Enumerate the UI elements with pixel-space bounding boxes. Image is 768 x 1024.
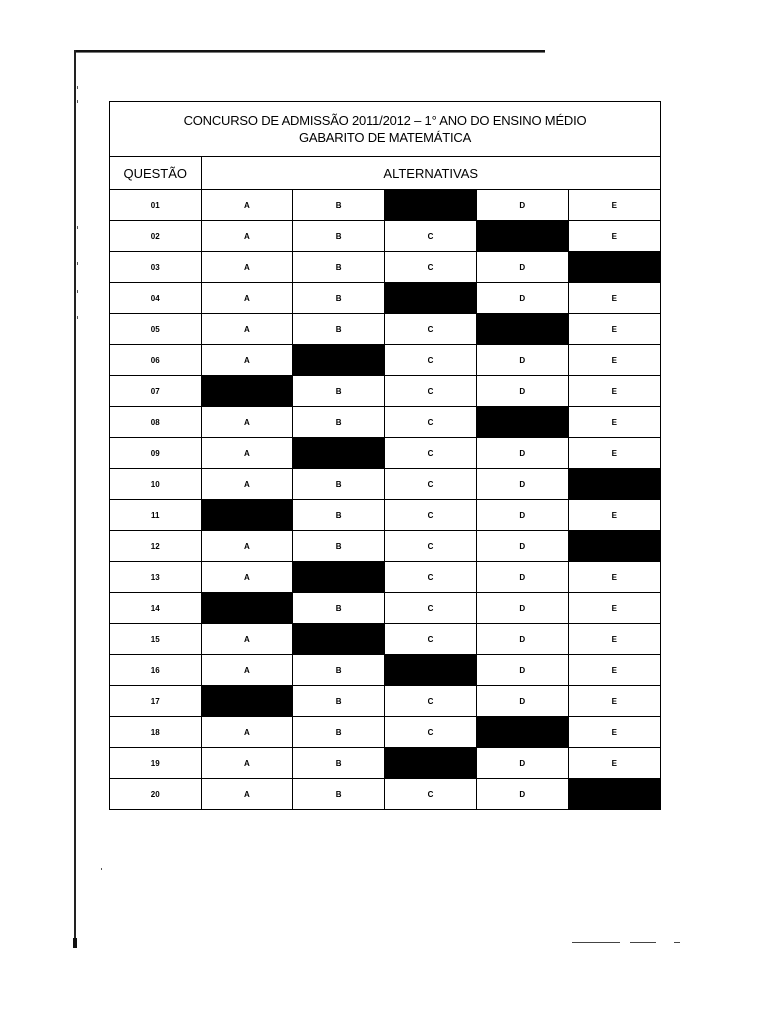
option-cell: D — [476, 438, 568, 469]
option-cell: B — [293, 314, 385, 345]
option-cell: D — [476, 562, 568, 593]
option-cell: D — [476, 655, 568, 686]
table-row — [110, 531, 660, 562]
scan-dash — [630, 942, 656, 943]
marked-answer-cell — [293, 345, 385, 376]
option-cell: A — [201, 531, 293, 562]
option-cell: C — [385, 686, 477, 717]
option-cell: E — [568, 593, 660, 624]
option-cell: A — [201, 190, 293, 221]
option-cell: E — [568, 283, 660, 314]
scan-speck — [77, 262, 78, 265]
option-cell: B — [293, 469, 385, 500]
question-number: 01 — [110, 190, 201, 221]
option-cell: A — [201, 221, 293, 252]
option-cell: B — [293, 531, 385, 562]
option-cell: C — [385, 779, 477, 810]
table-row — [110, 624, 660, 655]
question-number: 15 — [110, 624, 201, 655]
option-cell: C — [385, 717, 477, 748]
option-cell: E — [568, 655, 660, 686]
answer-table — [110, 157, 660, 809]
answer-key-header — [110, 102, 660, 157]
marked-answer-cell — [568, 252, 660, 283]
scan-edge-left-tick — [73, 938, 77, 948]
exam-title: CONCURSO DE ADMISSÃO 2011/2012 – 1° ANO DO ENSINO MÉDIO — [183, 113, 587, 128]
option-cell: D — [476, 531, 568, 562]
option-cell: D — [476, 252, 568, 283]
option-cell: A — [201, 655, 293, 686]
option-cell: E — [568, 748, 660, 779]
option-cell: A — [201, 438, 293, 469]
option-cell: B — [293, 593, 385, 624]
option-cell: D — [476, 500, 568, 531]
marked-answer-cell — [476, 407, 568, 438]
answer-table-header-row — [110, 157, 660, 190]
option-cell: D — [476, 748, 568, 779]
table-row — [110, 221, 660, 252]
answer-key-subtitle: GABARITO DE MATEMÁTICA — [298, 130, 472, 145]
option-cell: C — [385, 376, 477, 407]
option-cell: D — [476, 686, 568, 717]
option-cell: B — [293, 376, 385, 407]
option-cell: B — [293, 717, 385, 748]
option-cell: A — [201, 283, 293, 314]
scan-edge-top-shadow — [75, 52, 545, 53]
option-cell: E — [568, 345, 660, 376]
table-row — [110, 283, 660, 314]
option-cell: A — [201, 469, 293, 500]
option-cell: D — [476, 469, 568, 500]
marked-answer-cell — [385, 655, 477, 686]
option-cell: E — [568, 717, 660, 748]
option-cell: A — [201, 314, 293, 345]
option-cell: B — [293, 655, 385, 686]
table-row — [110, 407, 660, 438]
option-cell: B — [293, 252, 385, 283]
table-row — [110, 469, 660, 500]
option-cell: A — [201, 252, 293, 283]
option-cell: A — [201, 748, 293, 779]
option-cell: B — [293, 190, 385, 221]
option-cell: E — [568, 562, 660, 593]
marked-answer-cell — [385, 190, 477, 221]
option-cell: C — [385, 624, 477, 655]
table-row — [110, 376, 660, 407]
question-number: 07 — [110, 376, 201, 407]
option-cell: B — [293, 500, 385, 531]
option-cell: D — [476, 345, 568, 376]
option-cell: B — [293, 283, 385, 314]
option-cell: C — [385, 593, 477, 624]
option-cell: C — [385, 469, 477, 500]
option-cell: D — [476, 779, 568, 810]
marked-answer-cell — [201, 686, 293, 717]
table-row — [110, 655, 660, 686]
table-row — [110, 593, 660, 624]
question-number: 19 — [110, 748, 201, 779]
scan-speck — [77, 86, 78, 89]
marked-answer-cell — [293, 562, 385, 593]
table-row — [110, 252, 660, 283]
option-cell: B — [293, 748, 385, 779]
table-row — [110, 686, 660, 717]
option-cell: E — [568, 624, 660, 655]
question-number: 09 — [110, 438, 201, 469]
option-cell: E — [568, 407, 660, 438]
option-cell: A — [201, 624, 293, 655]
table-row — [110, 748, 660, 779]
answer-key-sheet — [109, 101, 661, 810]
option-cell: D — [476, 283, 568, 314]
table-row — [110, 717, 660, 748]
question-number: 08 — [110, 407, 201, 438]
question-number: 13 — [110, 562, 201, 593]
option-cell: D — [476, 376, 568, 407]
scan-speck — [77, 226, 78, 229]
marked-answer-cell — [476, 717, 568, 748]
option-cell: D — [476, 190, 568, 221]
option-cell: A — [201, 407, 293, 438]
marked-answer-cell — [568, 469, 660, 500]
question-number: 05 — [110, 314, 201, 345]
option-cell: E — [568, 686, 660, 717]
scan-speck — [77, 100, 78, 103]
marked-answer-cell — [476, 314, 568, 345]
option-cell: E — [568, 500, 660, 531]
option-cell: D — [476, 624, 568, 655]
question-column-header: QUESTÃO — [110, 157, 201, 190]
marked-answer-cell — [201, 376, 293, 407]
marked-answer-cell — [201, 593, 293, 624]
question-number: 12 — [110, 531, 201, 562]
option-cell: A — [201, 717, 293, 748]
question-number: 03 — [110, 252, 201, 283]
option-cell: C — [385, 531, 477, 562]
option-cell: B — [293, 407, 385, 438]
table-row — [110, 562, 660, 593]
option-cell: C — [385, 314, 477, 345]
scan-dash — [674, 942, 680, 943]
option-cell: C — [385, 252, 477, 283]
table-row — [110, 438, 660, 469]
option-cell: D — [476, 593, 568, 624]
option-cell: B — [293, 779, 385, 810]
question-number: 06 — [110, 345, 201, 376]
marked-answer-cell — [568, 779, 660, 810]
option-cell: A — [201, 345, 293, 376]
marked-answer-cell — [385, 748, 477, 779]
option-cell: C — [385, 562, 477, 593]
option-cell: A — [201, 562, 293, 593]
table-row — [110, 190, 660, 221]
option-cell: C — [385, 407, 477, 438]
scan-dash — [572, 942, 620, 943]
question-number: 16 — [110, 655, 201, 686]
option-cell: C — [385, 500, 477, 531]
option-cell: E — [568, 438, 660, 469]
option-cell: C — [385, 438, 477, 469]
option-cell: C — [385, 345, 477, 376]
question-number: 18 — [110, 717, 201, 748]
option-cell: E — [568, 221, 660, 252]
table-row — [110, 314, 660, 345]
marked-answer-cell — [293, 624, 385, 655]
question-number: 17 — [110, 686, 201, 717]
question-number: 11 — [110, 500, 201, 531]
option-cell: E — [568, 314, 660, 345]
option-cell: A — [201, 779, 293, 810]
scan-speck — [77, 316, 78, 319]
marked-answer-cell — [568, 531, 660, 562]
marked-answer-cell — [293, 438, 385, 469]
scan-speck — [101, 868, 102, 870]
table-row — [110, 779, 660, 810]
marked-answer-cell — [385, 283, 477, 314]
scan-speck — [77, 290, 78, 293]
option-cell: B — [293, 221, 385, 252]
option-cell: E — [568, 376, 660, 407]
option-cell: C — [385, 221, 477, 252]
option-cell: B — [293, 686, 385, 717]
marked-answer-cell — [201, 500, 293, 531]
alternatives-column-header: ALTERNATIVAS — [201, 157, 660, 190]
table-row — [110, 345, 660, 376]
question-number: 10 — [110, 469, 201, 500]
question-number: 04 — [110, 283, 201, 314]
question-number: 14 — [110, 593, 201, 624]
table-row — [110, 500, 660, 531]
question-number: 02 — [110, 221, 201, 252]
option-cell: E — [568, 190, 660, 221]
marked-answer-cell — [476, 221, 568, 252]
scan-edge-left — [74, 50, 76, 948]
question-number: 20 — [110, 779, 201, 810]
